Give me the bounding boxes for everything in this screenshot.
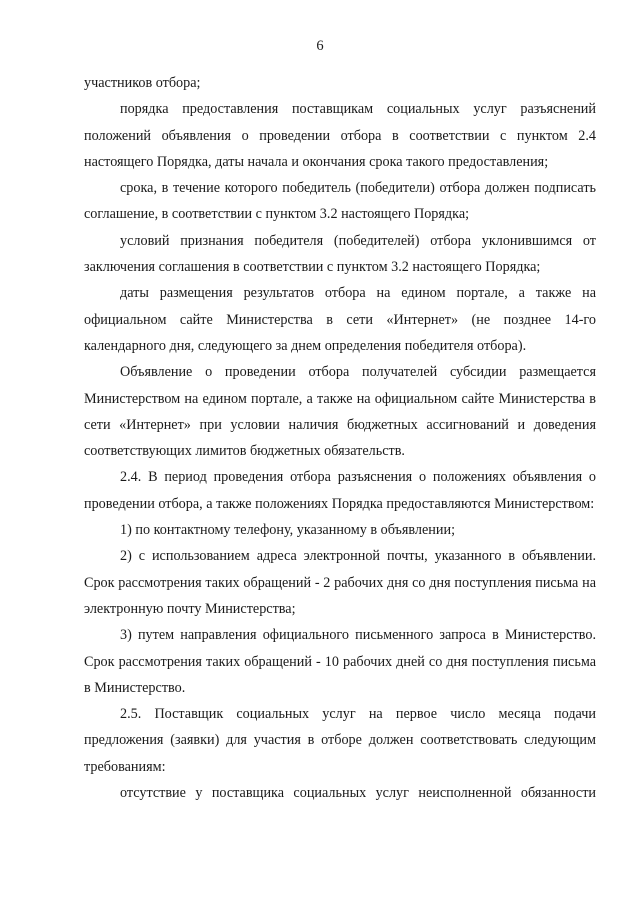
paragraph-3: срока, в течение которого победитель (победители) отбора должен подписать соглашение, в соответствии с пунктом 3.2 настоящего Порядка; xyxy=(84,180,596,223)
paragraph-10: 3) путем направления официального письменного запроса в Министерство. Срок рассмотрения таких обращений - 10 рабочих дней со дня поступления письма в Министерство. xyxy=(84,627,596,696)
paragraph-4: условий признания победителя (победителей) отбора уклонившимся от заключения соглашения в соответствии с пунктом 3.2 настоящего Порядка; xyxy=(84,232,596,276)
paragraph-2: порядка предоставления поставщикам социальных услуг разъяснений положений объявления о проведении отбора в соответствии с пунктом 2.4 настоящего Порядка, даты начала и окончания срока такого предоставления; xyxy=(84,101,596,170)
paragraph-9: 2) с использованием адреса электронной почты, указанного в объявлении. Срок рассмотрения таких обращений - 2 рабочих дня со дня поступления письма на электронную почту Министерства; xyxy=(84,548,596,617)
page-number: 6 xyxy=(316,38,324,54)
paragraph-7: 2.4. В период проведения отбора разъяснения о положениях объявления о проведении отбора, а также положениях Порядка предоставляются Министерством: xyxy=(84,469,596,512)
paragraph-5: даты размещения результатов отбора на едином портале, а также на официальном сайте Министерства в сети «Интернет» (не позднее 14-го календарного дня, следующего за днем определения победителя отбора). xyxy=(84,285,596,354)
paragraph-11: 2.5. Поставщик социальных услуг на первое число месяца подачи предложения (заявки) для участия в отборе должен соответствовать следующим требованиям: xyxy=(84,706,596,775)
paragraph-6: Объявление о проведении отбора получателей субсидии размещается Министерством на едином портале, а также на официальном сайте Министерства в сети «Интернет» при условии наличия бюджетных ассигнований и доведения соответствующих лимитов бюджетных обязательств. xyxy=(84,364,596,460)
document-body xyxy=(84,70,596,806)
paragraph-1: участников отбора; xyxy=(84,75,201,91)
paragraph-8: 1) по контактному телефону, указанному в объявлении; xyxy=(120,522,456,539)
paragraph-12: отсутствие у поставщика социальных услуг неисполненной обязанности xyxy=(120,785,596,802)
